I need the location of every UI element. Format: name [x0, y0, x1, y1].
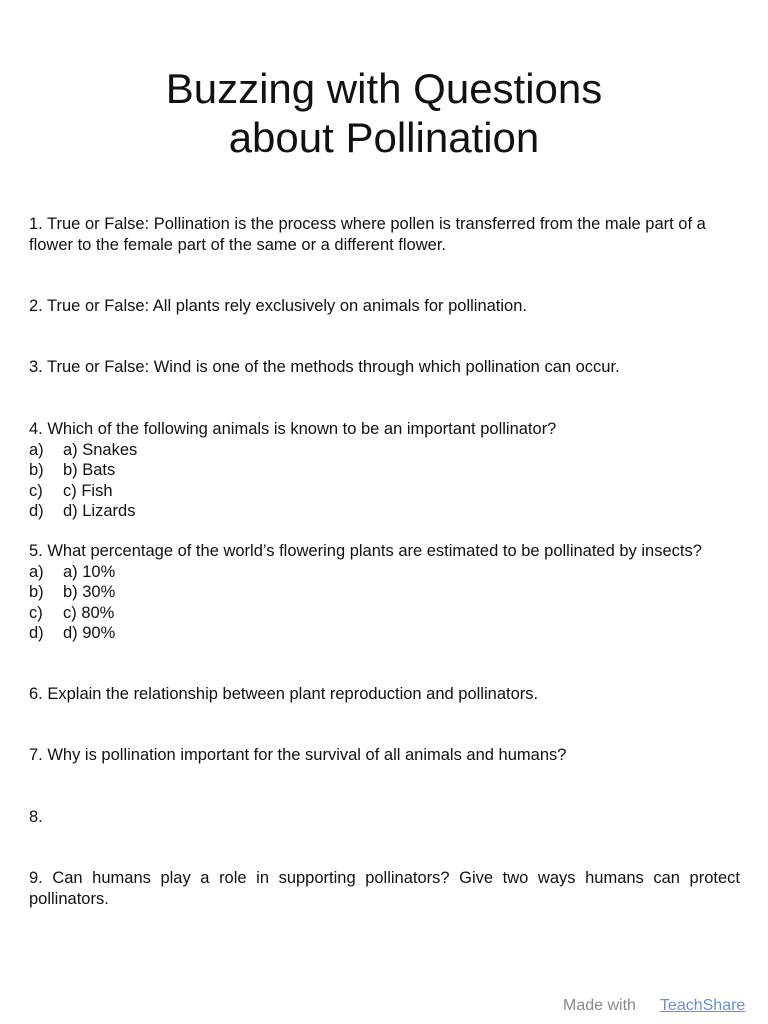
question-1-text: 1. True or False: Pollination is the process where pollen is transferred from the male part of a flower to the female part of the same or a different flower. [29, 215, 706, 254]
question-3 [29, 357, 740, 378]
question-6 [29, 684, 740, 705]
question-5 [29, 541, 740, 644]
question-7 [29, 745, 740, 766]
option-label: c) 80% [63, 603, 115, 622]
question-6-text: 6. Explain the relationship between plant reproduction and pollinators. [29, 685, 539, 703]
option-label: b) Bats [63, 461, 116, 479]
option-marker: b) [29, 583, 44, 601]
question-9-text: 9. Can humans play a role in supporting pollinators? Give two ways humans can protect pollinators. [29, 869, 740, 908]
question-9 [29, 868, 740, 909]
option-label: c) Fish [63, 481, 113, 500]
option-marker: a) [29, 440, 44, 459]
option-marker: c) [29, 481, 43, 500]
option-marker: d) [29, 502, 44, 520]
question-8-text: 8. [29, 808, 43, 826]
question-2 [29, 296, 740, 317]
footer-attribution [563, 996, 745, 1016]
option-marker: b) [29, 461, 44, 479]
option-marker: d) [29, 624, 44, 642]
question-7-text: 7. Why is pollination important for the survival of all animals and humans? [29, 746, 567, 764]
question-5-option-c [29, 603, 740, 624]
question-5-option-a [29, 562, 740, 583]
question-4-text: 4. Which of the following animals is known to be an important pollinator? [29, 420, 557, 438]
question-5-option-b [29, 582, 740, 603]
option-marker: c) [29, 603, 43, 622]
question-8 [29, 807, 740, 828]
question-4-option-a [29, 440, 740, 461]
option-label: b) 30% [63, 583, 116, 601]
option-label: d) 90% [63, 624, 116, 642]
question-5-option-d [29, 623, 740, 644]
question-4-option-b [29, 460, 740, 481]
option-marker: a) [29, 562, 44, 581]
page-title [0, 64, 768, 162]
page-title-line-1: Buzzing with Questions [165, 65, 603, 112]
question-3-text: 3. True or False: Wind is one of the methods through which pollination can occur. [29, 358, 620, 376]
option-label: a) 10% [63, 562, 116, 581]
question-1 [29, 214, 740, 255]
page-title-line-2: about Pollination [228, 114, 540, 161]
made-with-label: Made with [563, 997, 636, 1014]
option-label: a) Snakes [63, 440, 138, 459]
question-4-option-d [29, 501, 740, 522]
question-4 [29, 419, 740, 522]
option-label: d) Lizards [63, 502, 136, 520]
question-2-text: 2. True or False: All plants rely exclusively on animals for pollination. [29, 297, 527, 315]
question-5-text: 5. What percentage of the world’s flowering plants are estimated to be pollinated by insects? [29, 542, 702, 560]
question-4-option-c [29, 481, 740, 502]
teachshare-link[interactable]: TeachShare [659, 997, 746, 1014]
